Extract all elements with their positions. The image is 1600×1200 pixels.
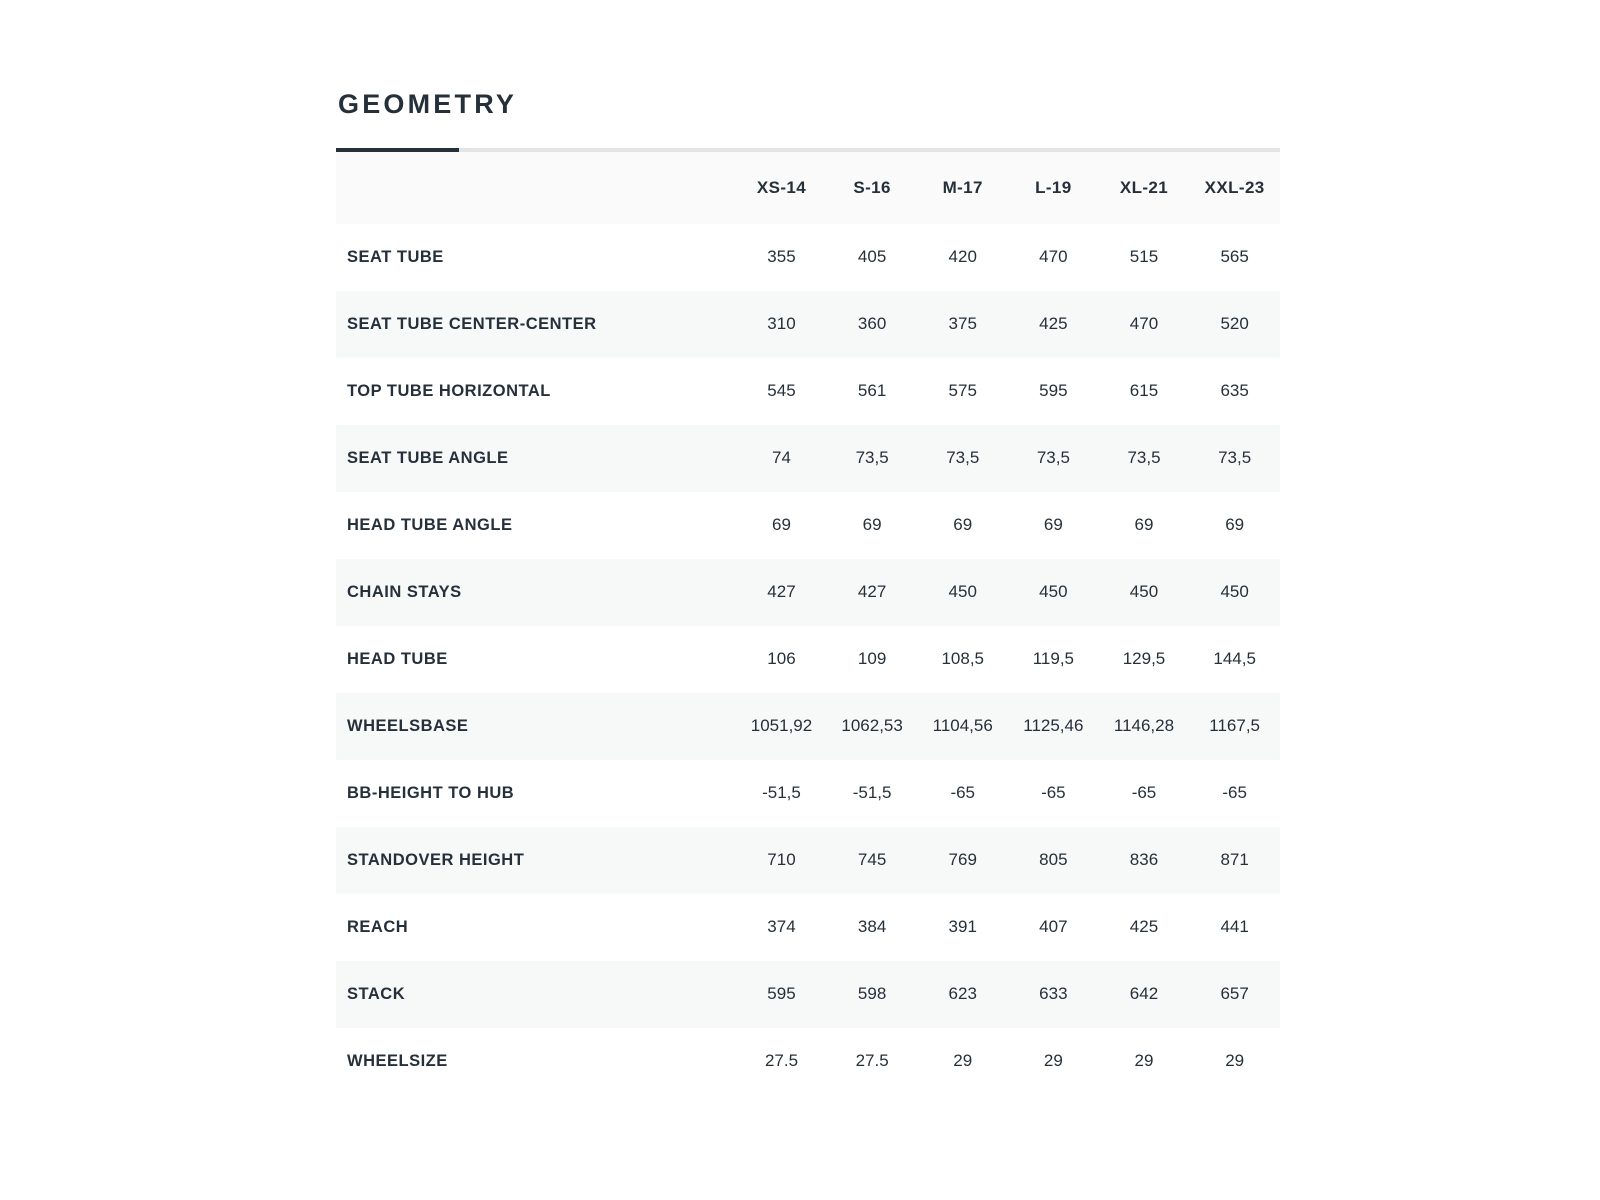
cell-value: 375 (948, 314, 977, 334)
cell-value: 450 (1039, 582, 1068, 602)
row-label: TOP TUBE HORIZONTAL (347, 381, 551, 400)
cell-value: 119,5 (1032, 649, 1074, 669)
table-row (336, 693, 1280, 760)
cell-value: 745 (857, 850, 887, 870)
cell-value: 598 (857, 984, 887, 1004)
table-row (336, 559, 1280, 626)
cell-value: 1104,56 (932, 716, 993, 736)
cell-value: 29 (1043, 1051, 1063, 1071)
cell-value: 1062,53 (841, 716, 903, 736)
cell-value: 427 (767, 582, 796, 602)
table-row (336, 827, 1280, 894)
section-divider-accent (336, 148, 459, 152)
column-header-s-16: S-16 (827, 152, 918, 224)
cell-value: 420 (948, 247, 977, 267)
cell-value: 69 (862, 515, 882, 535)
cell-value: 73,5 (1127, 448, 1161, 468)
cell-value: 441 (1220, 917, 1249, 937)
row-label: HEAD TUBE ANGLE (347, 515, 513, 534)
cell-value: 565 (1220, 247, 1249, 267)
cell-value: 106 (767, 649, 796, 669)
row-label: WHEELSBASE (347, 716, 469, 735)
cell-value: 450 (1220, 582, 1249, 602)
cell-value: 1125,46 (1023, 716, 1084, 736)
cell-value: 69 (1043, 515, 1063, 535)
cell-value: 310 (767, 314, 796, 334)
row-label: STANDOVER HEIGHT (347, 850, 525, 869)
cell-value: 1167,5 (1209, 716, 1261, 736)
row-label: HEAD TUBE (347, 649, 448, 668)
cell-value: 450 (948, 582, 977, 602)
cell-value: 144,5 (1213, 649, 1256, 669)
row-label: BB-HEIGHT TO HUB (347, 783, 515, 802)
cell-value: 355 (767, 247, 796, 267)
cell-value: 69 (953, 515, 973, 535)
cell-value: 515 (1129, 247, 1159, 267)
cell-value: 871 (1220, 850, 1249, 870)
cell-value: 520 (1220, 314, 1249, 334)
cell-value: 769 (948, 850, 977, 870)
table-row (336, 760, 1280, 827)
cell-value: 1146,28 (1113, 716, 1175, 736)
cell-value: 545 (767, 381, 796, 401)
table-row (336, 224, 1280, 291)
column-header-measure (336, 152, 736, 224)
cell-value: 109 (857, 649, 887, 669)
cell-value: 615 (1129, 381, 1159, 401)
cell-value: 29 (953, 1051, 973, 1071)
cell-value: 73,5 (946, 448, 980, 468)
cell-value: 635 (1220, 381, 1249, 401)
cell-value: 73,5 (1218, 448, 1252, 468)
cell-value: 73,5 (855, 448, 889, 468)
cell-value: 561 (857, 381, 887, 401)
column-header-xxl-23: XXL-23 (1189, 152, 1280, 224)
table-header (336, 152, 1280, 224)
page-title: GEOMETRY (338, 89, 518, 119)
cell-value: -65 (1222, 783, 1247, 803)
table-body (336, 224, 1280, 1095)
cell-value: 360 (857, 314, 887, 334)
row-label: WHEELSIZE (347, 1051, 448, 1070)
column-header-l-19: L-19 (1008, 152, 1099, 224)
cell-value: 470 (1129, 314, 1159, 334)
cell-value: 108,5 (941, 649, 984, 669)
section-divider (336, 148, 1280, 152)
cell-value: 73,5 (1036, 448, 1070, 468)
cell-value: 29 (1225, 1051, 1245, 1071)
cell-value: 470 (1039, 247, 1068, 267)
cell-value: 623 (948, 984, 977, 1004)
cell-value: 595 (767, 984, 796, 1004)
geometry-section (336, 90, 1280, 1095)
cell-value: 425 (1039, 314, 1068, 334)
cell-value: 384 (857, 917, 887, 937)
row-label: REACH (347, 917, 409, 936)
cell-value: 29 (1134, 1051, 1154, 1071)
row-label: SEAT TUBE ANGLE (347, 448, 509, 467)
cell-value: 710 (767, 850, 796, 870)
cell-value: 575 (948, 381, 977, 401)
cell-value: 27.5 (855, 1051, 889, 1071)
table-row (336, 291, 1280, 358)
cell-value: -51,5 (852, 783, 892, 803)
cell-value: 1051,92 (750, 716, 813, 736)
table-row (336, 894, 1280, 961)
row-label: STACK (347, 984, 406, 1003)
cell-value: 642 (1129, 984, 1159, 1004)
table-row (336, 492, 1280, 559)
table-row (336, 1028, 1280, 1095)
table-row (336, 626, 1280, 693)
cell-value: 69 (1134, 515, 1154, 535)
cell-value: 27.5 (764, 1051, 799, 1071)
cell-value: 427 (857, 582, 887, 602)
cell-value: -65 (1041, 783, 1066, 803)
cell-value: 405 (857, 247, 887, 267)
column-header-m-17: M-17 (917, 152, 1008, 224)
column-header-xs-14: XS-14 (736, 152, 827, 224)
cell-value: 595 (1039, 381, 1068, 401)
cell-value: 425 (1129, 917, 1159, 937)
cell-value: -65 (950, 783, 976, 803)
cell-value: 407 (1039, 917, 1068, 937)
cell-value: -51,5 (762, 783, 801, 803)
cell-value: 657 (1220, 984, 1249, 1004)
cell-value: 374 (767, 917, 796, 937)
cell-value: 391 (948, 917, 977, 937)
cell-value: 129,5 (1122, 649, 1166, 669)
row-label: SEAT TUBE CENTER-CENTER (347, 314, 597, 333)
column-header-xl-21: XL-21 (1099, 152, 1190, 224)
cell-value: 69 (1225, 515, 1245, 535)
table-header-row (336, 152, 1280, 224)
geometry-table (336, 152, 1280, 1095)
row-label: CHAIN STAYS (347, 582, 462, 601)
cell-value: 450 (1129, 582, 1159, 602)
cell-value: 74 (772, 448, 791, 468)
row-label: SEAT TUBE (347, 247, 444, 266)
cell-value: 836 (1129, 850, 1159, 870)
cell-value: 805 (1039, 850, 1068, 870)
table-row (336, 961, 1280, 1028)
cell-value: 633 (1039, 984, 1068, 1004)
cell-value: -65 (1131, 783, 1157, 803)
cell-value: 69 (772, 515, 791, 535)
table-row (336, 425, 1280, 492)
table-row (336, 358, 1280, 425)
